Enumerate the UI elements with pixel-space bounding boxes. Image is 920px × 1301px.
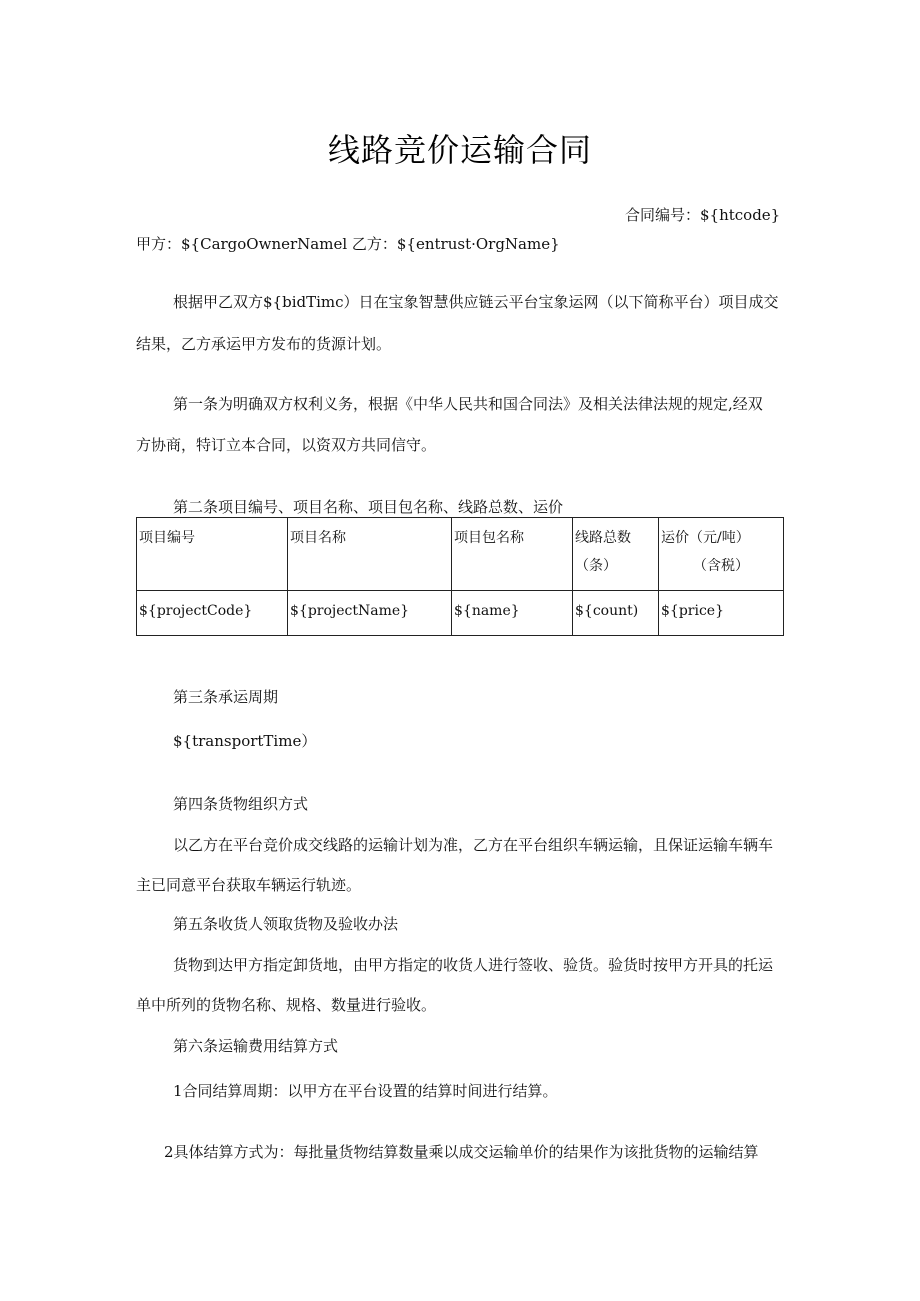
- article-5-line-2: 单中所列的货物名称、规格、数量进行验收。: [136, 996, 437, 1014]
- article-3-body: ${transportTime）: [173, 732, 317, 750]
- table-cell: ${projectName}: [288, 591, 452, 636]
- article-6-item-2: 2具体结算方式为：每批量货物结算数量乘以成交运输单价的结果作为该批货物的运输结算: [164, 1143, 759, 1161]
- table-cell: ${count): [573, 591, 659, 636]
- article-1-line-1: 第一条为明确双方权利义务，根据《中华人民共和国合同法》及相关法律法规的规定,经双: [173, 395, 763, 413]
- header-route-count-unit: （条）: [575, 558, 617, 574]
- article-5-heading: 第五条收货人领取货物及验收办法: [173, 915, 399, 933]
- article-6-item-1: 1合同结算周期：以甲方在平台设置的结算时间进行结算。: [173, 1082, 558, 1100]
- intro-paragraph-line-2: 结果，乙方承运甲方发布的货源计划。: [136, 335, 392, 353]
- table-header-cell: [452, 518, 573, 591]
- article-6-heading: 第六条运输费用结算方式: [173, 1037, 339, 1055]
- article-4-line-1: 以乙方在平台竞价成交线路的运输计划为准，乙方在平台组织车辆运输，且保证运输车辆车: [173, 836, 774, 854]
- table-header-row: [137, 518, 784, 591]
- header-freight-rate: 运价（元/吨）: [661, 530, 750, 546]
- table-header-cell: [137, 518, 288, 591]
- table-header-cell: [573, 518, 659, 591]
- table-cell: ${name}: [452, 591, 573, 636]
- header-project-code: 项目编号: [139, 530, 195, 546]
- header-route-count: 线路总数: [575, 530, 631, 546]
- parties-line: 甲方：${CargoOwnerNamel 乙方：${entrust·OrgName}: [136, 235, 560, 253]
- article-5-line-1: 货物到达甲方指定卸货地，由甲方指定的收货人进行签收、验货。验货时按甲方开具的托运: [173, 956, 774, 974]
- article-1-line-2: 方协商，特订立本合同，以资双方共同信守。: [136, 436, 437, 454]
- contract-number: 合同编号：${htcode}: [625, 206, 781, 224]
- table-header-cell: [659, 518, 784, 591]
- table-row: [137, 591, 784, 636]
- article-3-heading: 第三条承运周期: [173, 688, 279, 706]
- document-title: 线路竞价运输合同: [327, 131, 592, 169]
- header-package-name: 项目包名称: [454, 530, 524, 546]
- project-table: [136, 517, 784, 636]
- article-4-heading: 第四条货物组织方式: [173, 795, 309, 813]
- table-header-cell: [288, 518, 452, 591]
- table-cell: ${price}: [659, 591, 784, 636]
- header-project-name: 项目名称: [290, 530, 346, 546]
- intro-paragraph-line-1: 根据甲乙双方${bidTimc）日在宝象智慧供应链云平台宝象运网（以下简称平台）项目成交: [173, 293, 779, 311]
- table-cell: ${projectCode}: [137, 591, 288, 636]
- article-2-heading: 第二条项目编号、项目名称、项目包名称、线路总数、运价: [173, 498, 564, 516]
- article-4-line-2: 主已同意平台获取车辆运行轨迹。: [136, 876, 362, 894]
- header-freight-rate-tax-note: （含税）: [693, 558, 749, 574]
